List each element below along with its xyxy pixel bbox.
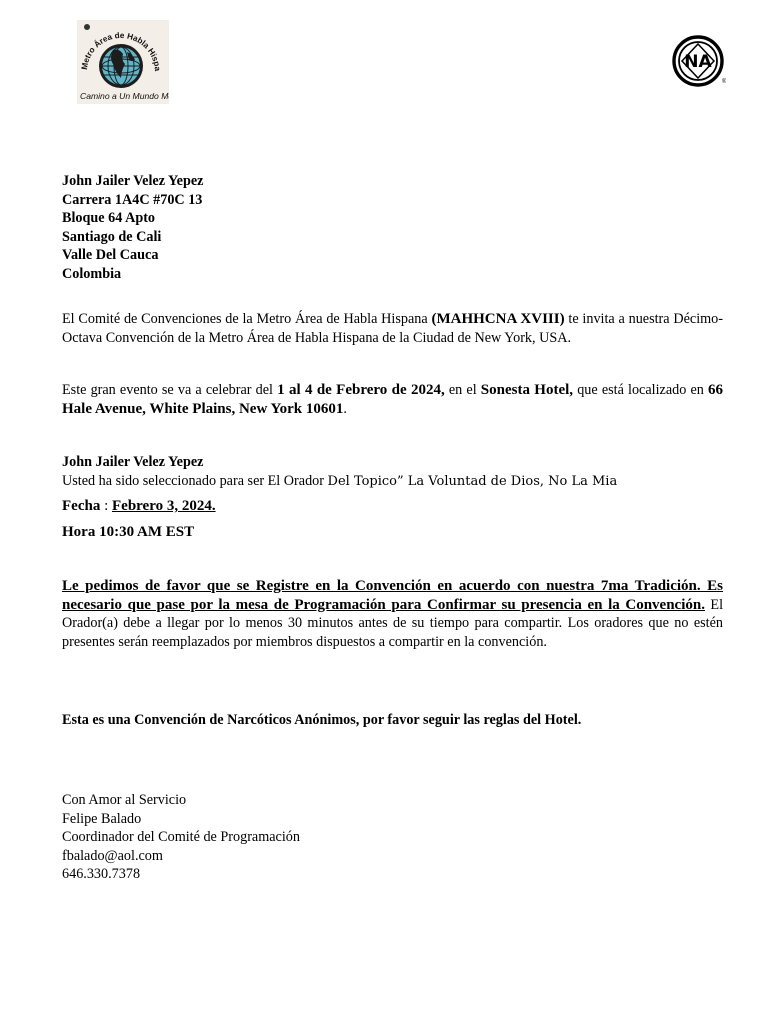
address-line: Santiago de Cali xyxy=(62,228,162,245)
address-line: John Jailer Velez Yepez xyxy=(62,173,204,189)
date-line xyxy=(62,497,216,516)
na-letters: NA xyxy=(684,52,712,72)
date-sep: : xyxy=(100,498,112,514)
event-text: en el xyxy=(444,382,481,398)
event-address: 66 Hale Avenue, White Plains, New York 10601 xyxy=(62,382,723,417)
signature-phone: 646.330.7378 xyxy=(62,866,141,883)
address-line: Bloque 64 Apto xyxy=(62,210,156,227)
globe-logo-graphic xyxy=(77,20,169,104)
notice-text: El Orador(a) debe a llegar por lo menos 30 minutos antes de su tiempo para compartir. Los oradores que no estén presentes serán reemplazados por miembros dispuestos a compartir en la convención. xyxy=(62,596,724,650)
recipient-address xyxy=(62,172,203,284)
na-circle-icon xyxy=(672,34,726,88)
time-line: Hora 10:30 AM EST xyxy=(62,524,195,540)
speaker-text: Usted ha sido seleccionado para ser El Orador xyxy=(62,472,328,489)
event-text: que está localizado en xyxy=(573,382,708,398)
event-text: . xyxy=(343,400,347,417)
na-logo xyxy=(672,34,726,88)
hotel-rules-note: Esta es una Convención de Narcóticos Anónimos, por favor seguir las reglas del Hotel. xyxy=(62,712,582,728)
date-label: Fecha xyxy=(62,498,101,514)
speaker-name: John Jailer Velez Yepez xyxy=(62,454,204,470)
signature-name: Felipe Balado xyxy=(62,810,142,827)
speaker-selection xyxy=(62,472,617,492)
signature-block xyxy=(62,791,300,884)
registered-mark: ® xyxy=(722,79,726,85)
date-value: Febrero 3, 2024. xyxy=(112,498,216,514)
signature-line: Con Amor al Servicio xyxy=(62,792,187,808)
event-hotel: Sonesta Hotel, xyxy=(480,382,574,398)
metro-area-logo xyxy=(77,20,169,104)
logo-tagline: Camino a Un Mundo M xyxy=(80,91,169,101)
event-paragraph xyxy=(62,381,723,418)
intro-text-cont: te invita a nuestra Décimo-Octava Convención de la Metro Área de Habla Hispana de la Ciudad de New York, USA. xyxy=(62,311,723,346)
event-dates: 1 al 4 de Febrero de 2024, xyxy=(277,382,445,398)
event-text: Este gran evento se va a celebrar del xyxy=(62,382,278,398)
convention-code: (MAHHCNA XVIII) xyxy=(431,311,565,327)
speaker-block xyxy=(62,453,617,491)
speaker-topic: Del Topico” La Voluntad de Dios, No La Mia xyxy=(327,473,618,489)
intro-text: El Comité de Convenciones de la Metro Área de Habla Hispana xyxy=(62,311,432,327)
address-line: Carrera 1A4C #70C 13 xyxy=(62,191,203,208)
signature-email: fbalado@aol.com xyxy=(62,847,163,864)
address-line: Colombia xyxy=(62,265,122,282)
notice-paragraph xyxy=(62,577,723,651)
logo-arc-text: Metro Área de Habla Hispa xyxy=(79,30,163,72)
notice-emphasis: Le pedimos de favor que se Registre en la Convención en acuerdo con nuestra 7ma Tradición. Es necesario que pase por la mesa de Programación para Confirmar su presencia en la Convención. xyxy=(62,578,723,613)
intro-paragraph xyxy=(62,310,723,347)
address-line: Valle Del Cauca xyxy=(62,247,159,264)
signature-title: Coordinador del Comité de Programación xyxy=(62,829,300,846)
